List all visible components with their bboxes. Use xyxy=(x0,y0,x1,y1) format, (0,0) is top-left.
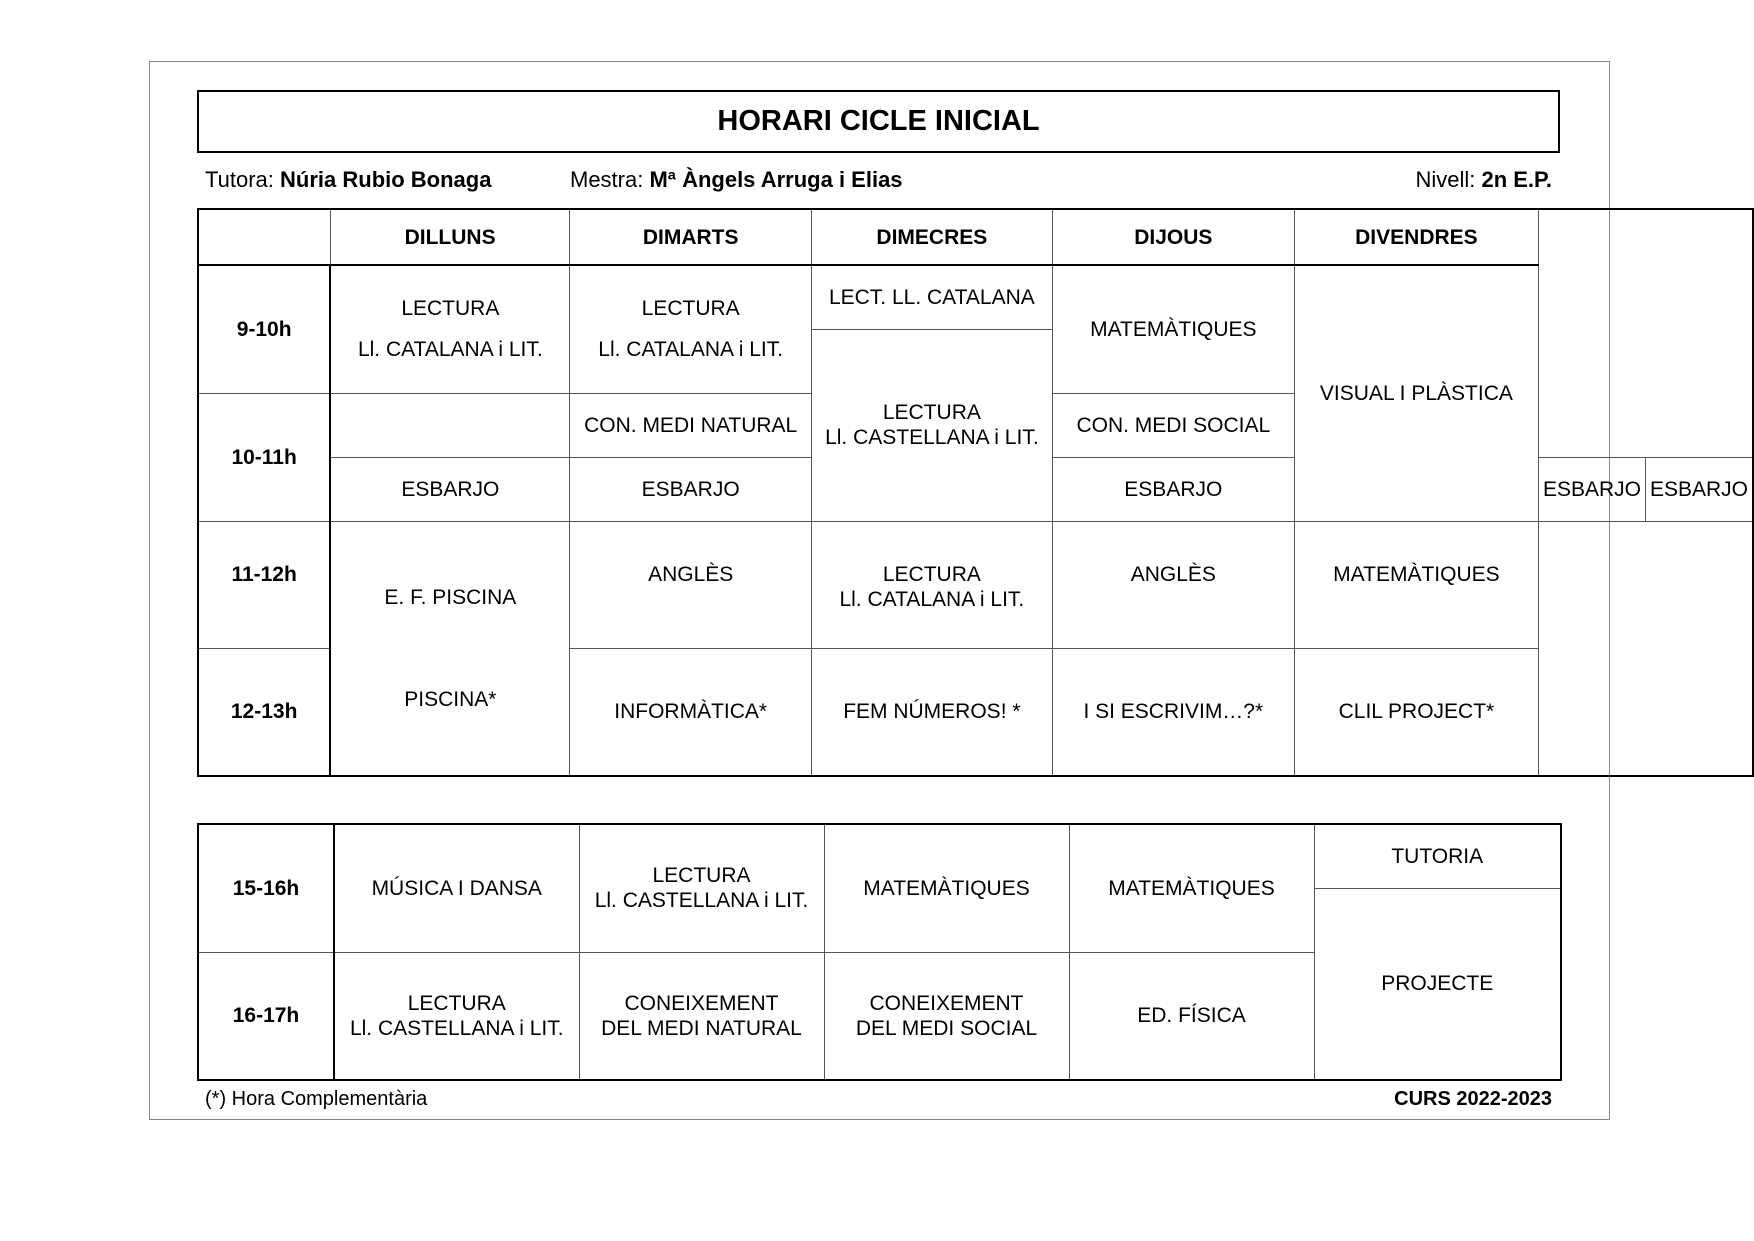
time-slot: 10-11h xyxy=(198,393,330,521)
mestra-name: Mª Àngels Arruga i Elias xyxy=(649,167,903,192)
schedule-cell: ESBARJO xyxy=(570,457,812,521)
schedule-cell xyxy=(330,393,570,457)
schedule-cell: LECTURA Ll. CASTELLANA i LIT. xyxy=(811,329,1052,521)
course-year: CURS 2022-2023 xyxy=(1394,1088,1552,1110)
schedule-cell: ESBARJO xyxy=(1645,457,1753,521)
schedule-cell: CONEIXEMENT DEL MEDI NATURAL xyxy=(579,952,824,1080)
mestra-label: Mestra: xyxy=(570,167,644,192)
schedule-cell: ANGLÈS xyxy=(1052,521,1294,648)
day-header-dijous: DIJOUS xyxy=(1052,209,1294,265)
schedule-cell: TUTORIA xyxy=(1314,824,1561,888)
morning-schedule xyxy=(197,208,1754,777)
schedule-cell: E. F. PISCINA PISCINA* xyxy=(330,521,570,776)
header-row xyxy=(198,209,1753,265)
corner-cell xyxy=(198,209,330,265)
time-slot: 16-17h xyxy=(198,952,334,1080)
nivell-label: Nivell: xyxy=(1415,167,1476,192)
mestra-info xyxy=(570,167,903,193)
schedule-cell: PROJECTE xyxy=(1314,888,1561,1080)
day-header-dilluns: DILLUNS xyxy=(330,209,570,265)
afternoon-schedule xyxy=(197,823,1562,1081)
schedule-cell: MATEMÀTIQUES xyxy=(824,824,1069,952)
time-slot: 9-10h xyxy=(198,265,330,393)
schedule-cell: MATEMÀTIQUES xyxy=(1069,824,1314,952)
schedule-cell: LECTURA Ll. CATALANA i LIT. xyxy=(811,521,1052,648)
schedule-cell: LECTURA Ll. CATALANA i LIT. xyxy=(330,265,570,393)
tutora-name: Núria Rubio Bonaga xyxy=(280,167,492,192)
schedule-cell: LECTURA Ll. CASTELLANA i LIT. xyxy=(579,824,824,952)
tutora-label: Tutora: xyxy=(205,167,274,192)
nivell-value: 2n E.P. xyxy=(1481,167,1552,192)
schedule-cell: ESBARJO xyxy=(1052,457,1294,521)
schedule-cell: ED. FÍSICA xyxy=(1069,952,1314,1080)
table-row xyxy=(198,824,1561,888)
schedule-cell: LECTURA Ll. CASTELLANA i LIT. xyxy=(334,952,579,1080)
schedule-cell: LECT. LL. CATALANA xyxy=(811,265,1052,329)
nivell-info xyxy=(1415,167,1552,193)
page-title: HORARI CICLE INICIAL xyxy=(197,90,1560,153)
schedule-cell: MATEMÀTIQUES xyxy=(1294,521,1538,648)
table-row xyxy=(198,521,1753,648)
schedule-cell: FEM NÚMEROS! * xyxy=(811,648,1052,776)
time-slot: 15-16h xyxy=(198,824,334,952)
schedule-cell: MATEMÀTIQUES xyxy=(1052,265,1294,393)
schedule-cell: ANGLÈS xyxy=(570,521,812,648)
tutora-info xyxy=(205,167,491,193)
day-header-dimarts: DIMARTS xyxy=(570,209,812,265)
day-header-divendres: DIVENDRES xyxy=(1294,209,1538,265)
time-slot: 12-13h xyxy=(198,648,330,776)
time-slot: 11-12h xyxy=(198,521,330,648)
table-row xyxy=(198,265,1753,329)
schedule-cell: INFORMÀTICA* xyxy=(570,648,812,776)
day-header-dimecres: DIMECRES xyxy=(811,209,1052,265)
schedule-cell: CLIL PROJECT* xyxy=(1294,648,1538,776)
schedule-cell: ESBARJO xyxy=(1538,457,1645,521)
schedule-cell: CON. MEDI SOCIAL xyxy=(1052,393,1294,457)
schedule-cell: I SI ESCRIVIM…?* xyxy=(1052,648,1294,776)
schedule-cell: CONEIXEMENT DEL MEDI SOCIAL xyxy=(824,952,1069,1080)
schedule-cell: MÚSICA I DANSA xyxy=(334,824,579,952)
footnote: (*) Hora Complementària xyxy=(205,1088,428,1110)
schedule-cell: CON. MEDI NATURAL xyxy=(570,393,812,457)
schedule-cell: VISUAL I PLÀSTICA xyxy=(1294,265,1538,521)
schedule-cell: ESBARJO xyxy=(330,457,570,521)
schedule-cell: LECTURA Ll. CATALANA i LIT. xyxy=(570,265,812,393)
